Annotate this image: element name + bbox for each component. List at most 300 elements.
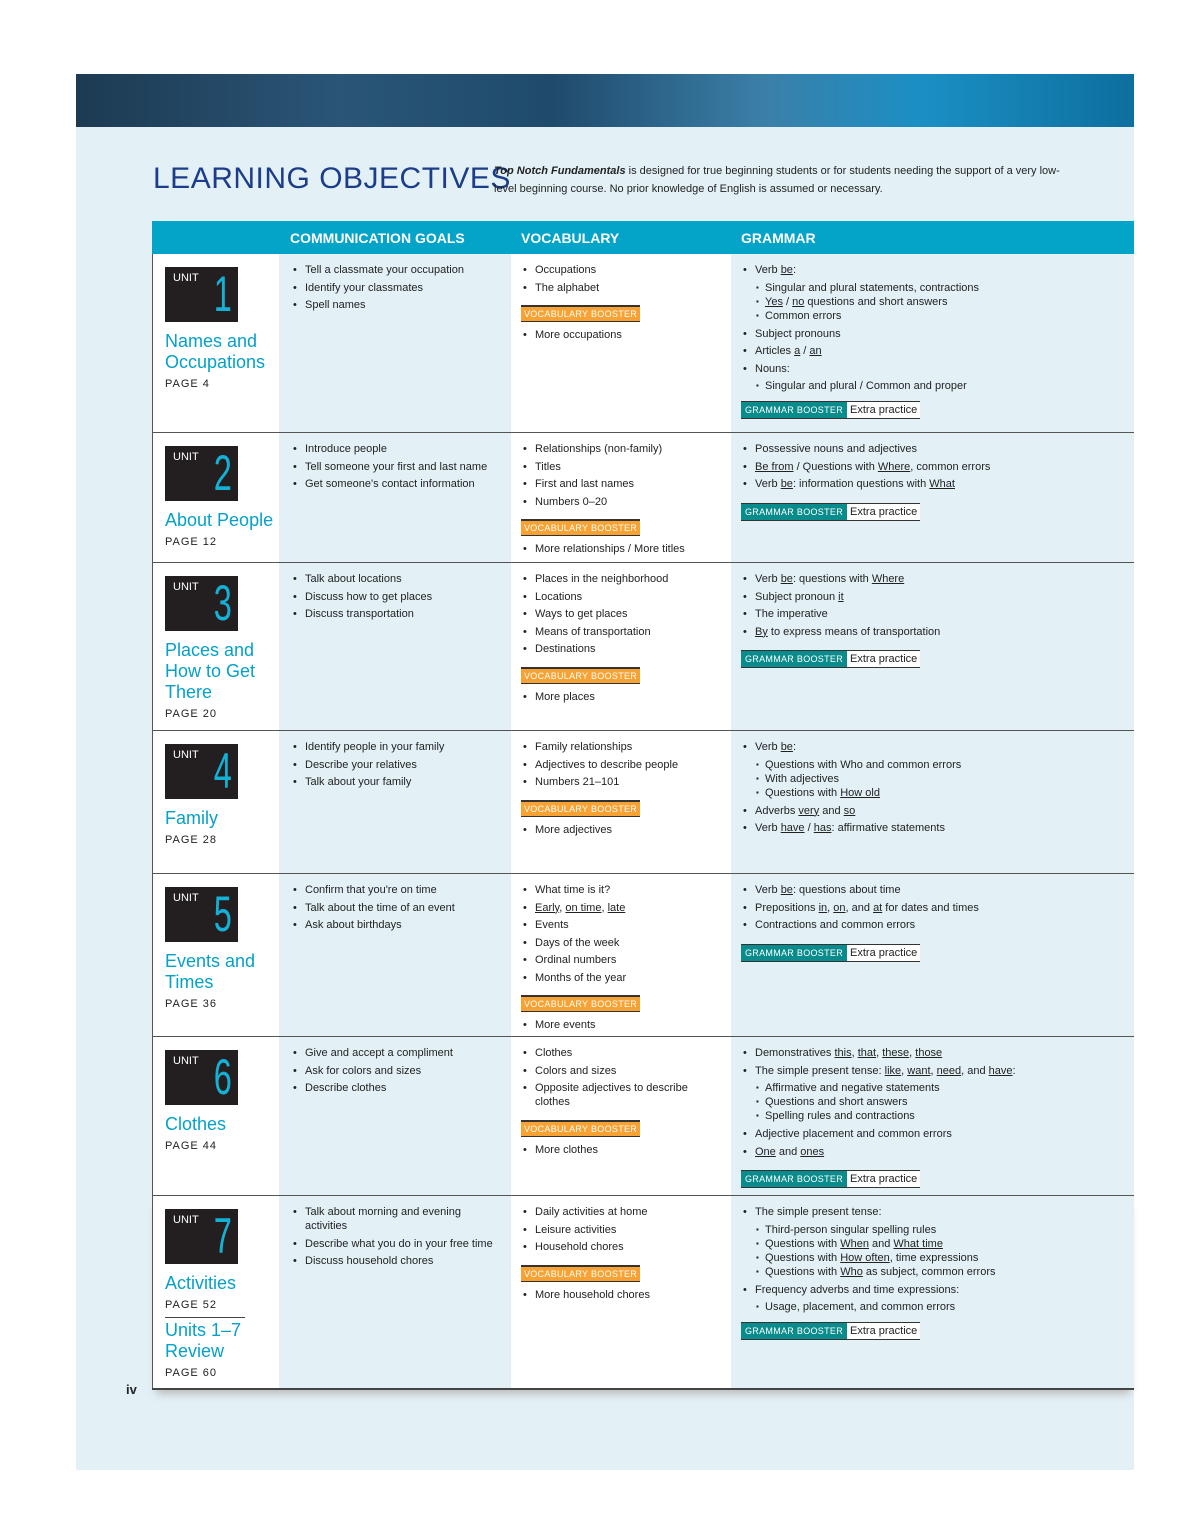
unit-badge <box>165 446 238 501</box>
text-segment: Singular and plural statements, contractions <box>765 281 980 294</box>
vocab-booster-item: • More places <box>521 690 723 704</box>
vocab-item: • First and last names <box>521 477 723 491</box>
vocabulary-cell <box>511 433 731 562</box>
vocab-booster-list <box>521 690 723 704</box>
text-segment: and <box>819 804 844 817</box>
goal-item: • Talk about your family <box>291 775 501 789</box>
vocab-item: • Opposite adjectives to describe clothes <box>521 1081 723 1109</box>
grammar-subitem <box>741 295 1126 309</box>
goals-cell <box>279 731 511 873</box>
underlined-term: on time <box>565 901 602 914</box>
text-segment: , common errors <box>910 460 991 473</box>
vocab-booster-list <box>521 542 723 556</box>
unit-number: 2 <box>213 445 232 501</box>
grammar-list <box>741 1205 1126 1314</box>
unit-page: PAGE 4 <box>165 378 210 390</box>
unit-page: PAGE 20 <box>165 708 218 720</box>
vocabulary-cell <box>511 254 731 432</box>
text-segment: as subject, common errors <box>862 1265 996 1278</box>
text-segment: Verb <box>755 822 781 834</box>
grammar-item <box>741 918 1126 932</box>
page-number: iv <box>126 1382 137 1397</box>
text-segment: Third-person singular spelling rules <box>765 1223 937 1236</box>
unit-label: UNIT <box>173 749 199 761</box>
unit-row <box>152 1037 1134 1196</box>
text-segment: The simple present tense: <box>755 1206 882 1218</box>
text-segment: , <box>901 1064 908 1077</box>
text-segment: Verb <box>755 478 781 490</box>
extra-practice-label: Extra practice <box>847 945 920 961</box>
unit-cell <box>152 731 279 873</box>
text-segment: , and <box>845 901 874 914</box>
text-segment: , <box>559 901 566 914</box>
extra-practice-label: Extra practice <box>847 651 920 667</box>
underlined-term: in <box>818 901 828 914</box>
vocabulary-list <box>521 740 723 789</box>
vocab-item: • Ordinal numbers <box>521 953 723 967</box>
grammar-item <box>741 572 1126 586</box>
unit-badge <box>165 887 238 942</box>
vocab-booster-list <box>521 1018 723 1032</box>
grammar-cell <box>731 1037 1134 1195</box>
goals-list <box>291 1046 501 1095</box>
grammar-list <box>741 883 1126 932</box>
unit-page: PAGE 52 <box>165 1299 218 1311</box>
grammar-booster-link[interactable] <box>741 503 920 521</box>
text-segment: The simple present tense: <box>755 1064 885 1077</box>
underlined-term: Be from <box>755 460 794 473</box>
grammar-subitem <box>741 1081 1126 1095</box>
underlined-term: late <box>607 901 626 914</box>
underlined-term: How often <box>840 1251 890 1264</box>
goals-list <box>291 442 501 491</box>
grammar-item <box>741 901 1126 915</box>
vocabulary-list <box>521 1046 723 1109</box>
vocab-item: • Ways to get places <box>521 607 723 621</box>
vocab-booster-item: • More occupations <box>521 328 723 342</box>
underlined-term: at <box>873 901 883 914</box>
underlined-term: ones <box>800 1145 825 1158</box>
vocab-item: • Events <box>521 918 723 932</box>
text-segment: / Questions with <box>793 460 878 473</box>
vocab-item: • Clothes <box>521 1046 723 1060</box>
grammar-item <box>741 1127 1126 1141</box>
underlined-term: very <box>798 804 820 817</box>
grammar-subitem <box>741 309 1126 323</box>
text-segment: to express means of transportation <box>767 625 941 638</box>
grammar-subitem <box>741 1265 1126 1279</box>
goals-cell <box>279 563 511 730</box>
unit-name: Family <box>165 808 218 828</box>
text-segment: Spelling rules and contractions <box>765 1110 915 1122</box>
text-segment: Contractions and common errors <box>755 919 916 931</box>
vocabulary-booster-badge: VOCABULARY BOOSTER <box>521 667 640 684</box>
grammar-list <box>741 572 1126 639</box>
vocabulary-list <box>521 442 723 509</box>
vocab-booster-list <box>521 1143 723 1157</box>
grammar-item <box>741 362 1126 376</box>
underlined-term: be <box>780 264 793 276</box>
grammar-item <box>741 1283 1126 1297</box>
underlined-term: on <box>833 901 846 914</box>
grammar-cell <box>731 874 1134 1036</box>
vocabulary-cell <box>511 563 731 730</box>
unit-page: PAGE 44 <box>165 1140 218 1152</box>
goals-cell <box>279 433 511 562</box>
vocabulary-cell <box>511 1196 731 1388</box>
goal-item: • Describe clothes <box>291 1081 501 1095</box>
text-segment: Subject pronoun <box>755 590 839 603</box>
unit-cell <box>152 563 279 730</box>
extra-practice-label: Extra practice <box>847 1171 920 1187</box>
unit-label: UNIT <box>173 1055 199 1067</box>
text-segment: Questions with <box>765 1265 841 1278</box>
grammar-item <box>741 590 1126 604</box>
extra-practice-label: Extra practice <box>847 504 920 520</box>
unit-page: PAGE 12 <box>165 536 218 548</box>
goals-cell <box>279 874 511 1036</box>
vocab-item: • Family relationships <box>521 740 723 754</box>
underlined-term: How old <box>840 786 880 799</box>
goal-item: • Tell someone your first and last name <box>291 460 501 474</box>
goals-list <box>291 740 501 789</box>
underlined-term: an <box>809 345 822 357</box>
vocab-item: • Occupations <box>521 263 723 277</box>
text-segment: , <box>851 1047 858 1059</box>
vocab-item: • Leisure activities <box>521 1223 723 1237</box>
underlined-term: One <box>755 1145 776 1158</box>
unit-label: UNIT <box>173 1214 199 1226</box>
text-segment: : <box>1012 1064 1016 1077</box>
grammar-list <box>741 442 1126 491</box>
goal-item: • Give and accept a compliment <box>291 1046 501 1060</box>
underlined-term: be <box>780 573 793 585</box>
text-segment: Articles <box>755 345 795 357</box>
grammar-item <box>741 607 1126 621</box>
goal-item: • Tell a classmate your occupation <box>291 263 501 277</box>
goal-item: • Confirm that you're on time <box>291 883 501 897</box>
text-segment: and <box>868 1237 894 1250</box>
unit-label: UNIT <box>173 581 199 593</box>
vocabulary-list <box>521 263 723 295</box>
goal-item: • Describe what you do in your free time <box>291 1237 501 1251</box>
text-segment: Verb <box>755 573 781 585</box>
underlined-term: Early <box>535 901 560 914</box>
unit-name: Events and Times <box>165 951 256 992</box>
unit-number: 6 <box>213 1049 232 1105</box>
col-vocabulary: VOCABULARY <box>521 230 620 246</box>
grammar-item <box>741 263 1126 277</box>
grammar-list <box>741 263 1126 393</box>
goal-item: • Discuss transportation <box>291 607 501 621</box>
vocabulary-list <box>521 572 723 656</box>
text-segment: With adjectives <box>765 772 839 785</box>
underlined-term: has <box>813 822 832 834</box>
grammar-subitem <box>741 758 1126 772</box>
vocabulary-booster-badge: VOCABULARY BOOSTER <box>521 995 640 1012</box>
goal-item: • Ask for colors and sizes <box>291 1064 501 1078</box>
underlined-term: What time <box>893 1237 943 1250</box>
vocab-item: • Places in the neighborhood <box>521 572 723 586</box>
divider <box>165 1317 245 1318</box>
book-title: Top Notch Fundamentals <box>494 165 626 177</box>
grammar-item <box>741 1205 1126 1219</box>
text-segment: , <box>909 1047 916 1059</box>
unit-name: About People <box>165 510 274 530</box>
vocab-item: • Means of transportation <box>521 625 723 639</box>
unit-badge <box>165 1209 238 1264</box>
underlined-term: have <box>988 1064 1013 1077</box>
unit-page: PAGE 36 <box>165 998 218 1010</box>
col-communication-goals: COMMUNICATION GOALS <box>290 230 465 246</box>
grammar-booster-link[interactable] <box>741 944 920 962</box>
text-segment: Usage, placement, and common errors <box>765 1301 956 1313</box>
review-name: Units 1–7 Review <box>165 1320 242 1361</box>
grammar-cell <box>731 254 1134 432</box>
vocab-item: • Months of the year <box>521 971 723 985</box>
grammar-subitem <box>741 379 1126 393</box>
vocab-item: • Household chores <box>521 1240 723 1254</box>
grammar-subitem <box>741 786 1126 800</box>
unit-number: 3 <box>213 575 232 631</box>
grammar-item <box>741 477 1126 491</box>
text-segment: , <box>876 1047 883 1059</box>
grammar-item <box>741 327 1126 341</box>
goals-list <box>291 883 501 932</box>
goal-item: • Identify your classmates <box>291 281 501 295</box>
unit-row <box>152 433 1134 563</box>
text-segment: Questions with <box>765 1237 841 1250</box>
unit-label: UNIT <box>173 892 199 904</box>
vocab-item: • Titles <box>521 460 723 474</box>
vocab-item <box>521 901 723 915</box>
text-segment: : <box>792 741 796 753</box>
unit-badge <box>165 267 238 322</box>
text-segment: Demonstratives <box>755 1047 835 1059</box>
grammar-booster-badge: GRAMMAR BOOSTER <box>741 651 847 667</box>
vocabulary-list <box>521 883 723 985</box>
underlined-term: Where <box>877 460 911 473</box>
vocab-item: • Locations <box>521 590 723 604</box>
grammar-item <box>741 460 1126 474</box>
underlined-term: these <box>882 1047 910 1059</box>
text-segment: : questions about time <box>792 884 901 896</box>
goals-list <box>291 572 501 621</box>
text-segment: Nouns: <box>755 362 790 375</box>
grammar-cell <box>731 1196 1134 1388</box>
text-segment: Frequency adverbs and time expressions: <box>755 1283 960 1296</box>
text-segment: / <box>800 345 810 357</box>
unit-row <box>152 254 1134 433</box>
grammar-booster-badge: GRAMMAR BOOSTER <box>741 1171 847 1187</box>
text-segment: / <box>782 295 793 308</box>
unit-name: Names and Occupations <box>165 331 266 372</box>
vocabulary-cell <box>511 1037 731 1195</box>
vocab-item: • Numbers 0–20 <box>521 495 723 509</box>
goal-item: • Describe your relatives <box>291 758 501 772</box>
text-segment: Questions and short answers <box>765 1096 908 1108</box>
underlined-term: By <box>755 625 768 638</box>
unit-badge <box>165 1050 238 1105</box>
grammar-cell <box>731 563 1134 730</box>
unit-label: UNIT <box>173 272 199 284</box>
vocab-item: • The alphabet <box>521 281 723 295</box>
grammar-item <box>741 344 1126 358</box>
grammar-item <box>741 1064 1126 1078</box>
vocabulary-booster-badge: VOCABULARY BOOSTER <box>521 1265 640 1282</box>
grammar-booster-badge: GRAMMAR BOOSTER <box>741 1323 847 1339</box>
grammar-cell <box>731 731 1134 873</box>
vocab-item: • Days of the week <box>521 936 723 950</box>
text-segment: Questions with <box>765 786 841 799</box>
grammar-item <box>741 1145 1126 1159</box>
vocab-booster-item: • More clothes <box>521 1143 723 1157</box>
unit-name: Activities <box>165 1273 237 1293</box>
vocabulary-booster-badge: VOCABULARY BOOSTER <box>521 800 640 817</box>
intro-text <box>494 162 1074 198</box>
grammar-item <box>741 821 1126 835</box>
grammar-cell <box>731 433 1134 562</box>
underlined-term: What <box>929 478 955 490</box>
underlined-term: need <box>936 1064 962 1077</box>
unit-badge <box>165 744 238 799</box>
text-segment: : questions with <box>792 573 872 585</box>
text-segment: Questions with Who and common errors <box>765 758 962 771</box>
text-segment: Adjective placement and common errors <box>755 1128 952 1140</box>
vocabulary-cell <box>511 874 731 1036</box>
goals-cell <box>279 1037 511 1195</box>
grammar-subitem <box>741 1223 1126 1237</box>
unit-row <box>152 1196 1134 1390</box>
underlined-term: be <box>780 741 793 753</box>
grammar-subitem <box>741 1095 1126 1109</box>
grammar-booster-badge: GRAMMAR BOOSTER <box>741 402 847 418</box>
text-segment: : affirmative statements <box>831 822 945 834</box>
text-segment: , time expressions <box>889 1251 979 1264</box>
grammar-booster-badge: GRAMMAR BOOSTER <box>741 945 847 961</box>
text-segment: Questions with <box>765 1251 841 1264</box>
goal-item: • Identify people in your family <box>291 740 501 754</box>
text-segment: Affirmative and negative statements <box>765 1082 940 1094</box>
unit-number: 5 <box>213 886 232 942</box>
text-segment: Possessive nouns and adjectives <box>755 443 918 455</box>
goals-list <box>291 263 501 312</box>
goal-item: • Talk about locations <box>291 572 501 586</box>
goal-item: • Get someone's contact information <box>291 477 501 491</box>
grammar-item <box>741 804 1126 818</box>
grammar-subitem <box>741 1251 1126 1265</box>
text-segment: , <box>601 901 608 914</box>
unit-name: Clothes <box>165 1114 227 1134</box>
text-segment: , <box>930 1064 937 1077</box>
grammar-booster-link[interactable] <box>741 650 920 668</box>
goals-cell <box>279 254 511 432</box>
vocab-booster-list <box>521 1288 723 1302</box>
text-segment: for dates and times <box>882 901 979 914</box>
unit-row <box>152 563 1134 731</box>
goal-item: • Discuss household chores <box>291 1254 501 1268</box>
grammar-booster-link[interactable] <box>741 1170 920 1188</box>
unit-number: 7 <box>213 1208 232 1264</box>
unit-page: PAGE 28 <box>165 834 218 846</box>
goal-item: • Introduce people <box>291 442 501 456</box>
unit-badge <box>165 576 238 631</box>
underlined-term: Where <box>871 573 905 585</box>
extra-practice-label: Extra practice <box>847 402 920 418</box>
grammar-item <box>741 442 1126 456</box>
text-segment: Adverbs <box>755 804 799 817</box>
goal-item: • Discuss how to get places <box>291 590 501 604</box>
objectives-table <box>152 254 1134 1390</box>
grammar-booster-link[interactable] <box>741 401 920 419</box>
text-segment: / <box>804 822 814 834</box>
grammar-subitem <box>741 1237 1126 1251</box>
vocab-booster-list <box>521 823 723 837</box>
goal-item: • Ask about birthdays <box>291 918 501 932</box>
vocab-item: • Adjectives to describe people <box>521 758 723 772</box>
vocabulary-cell <box>511 731 731 873</box>
grammar-subitem <box>741 1109 1126 1123</box>
intro-body: is designed for true beginning students or for students needing the support of a very low-level beginning course. No prior knowledge of English is assumed or necessary. <box>494 165 1060 195</box>
goals-cell <box>279 1196 511 1388</box>
review-page: PAGE 60 <box>165 1367 218 1379</box>
header-banner <box>76 74 1134 127</box>
text-segment: and <box>775 1145 801 1158</box>
vocab-booster-item: • More adjectives <box>521 823 723 837</box>
vocabulary-booster-badge: VOCABULARY BOOSTER <box>521 305 640 322</box>
underlined-term: like <box>884 1064 902 1077</box>
unit-cell <box>152 254 279 432</box>
grammar-subitem <box>741 281 1126 295</box>
vocab-booster-item: • More events <box>521 1018 723 1032</box>
underlined-term: Who <box>840 1265 863 1278</box>
vocab-item: • What time is it? <box>521 883 723 897</box>
text-segment: , <box>827 901 834 914</box>
vocab-item: • Destinations <box>521 642 723 656</box>
text-segment: Prepositions <box>755 901 819 914</box>
vocabulary-list <box>521 1205 723 1254</box>
unit-cell <box>152 433 279 562</box>
unit-number: 4 <box>213 743 232 799</box>
grammar-item <box>741 740 1126 754</box>
grammar-subitem <box>741 772 1126 786</box>
text-segment: Verb <box>755 884 781 896</box>
goals-list <box>291 1205 501 1268</box>
extra-practice-label: Extra practice <box>847 1323 920 1339</box>
grammar-item <box>741 1046 1126 1060</box>
goal-item: • Talk about the time of an event <box>291 901 501 915</box>
text-segment: questions and short answers <box>804 295 948 308</box>
text-segment: The imperative <box>755 608 828 620</box>
underlined-term: that <box>857 1047 877 1059</box>
vocabulary-booster-badge: VOCABULARY BOOSTER <box>521 519 640 536</box>
grammar-subitem <box>741 1300 1126 1314</box>
vocab-booster-item: • More household chores <box>521 1288 723 1302</box>
vocab-booster-item: • More relationships / More titles <box>521 542 723 556</box>
grammar-booster-badge: GRAMMAR BOOSTER <box>741 504 847 520</box>
underlined-term: be <box>780 478 793 490</box>
unit-cell <box>152 1196 279 1388</box>
unit-name: Places and How to Get There <box>165 640 256 702</box>
unit-row <box>152 874 1134 1037</box>
grammar-item <box>741 625 1126 639</box>
goal-item: • Spell names <box>291 298 501 312</box>
grammar-booster-link[interactable] <box>741 1322 920 1340</box>
col-grammar: GRAMMAR <box>741 230 816 246</box>
vocab-item: • Relationships (non-family) <box>521 442 723 456</box>
vocab-booster-list <box>521 328 723 342</box>
underlined-term: it <box>838 590 844 603</box>
